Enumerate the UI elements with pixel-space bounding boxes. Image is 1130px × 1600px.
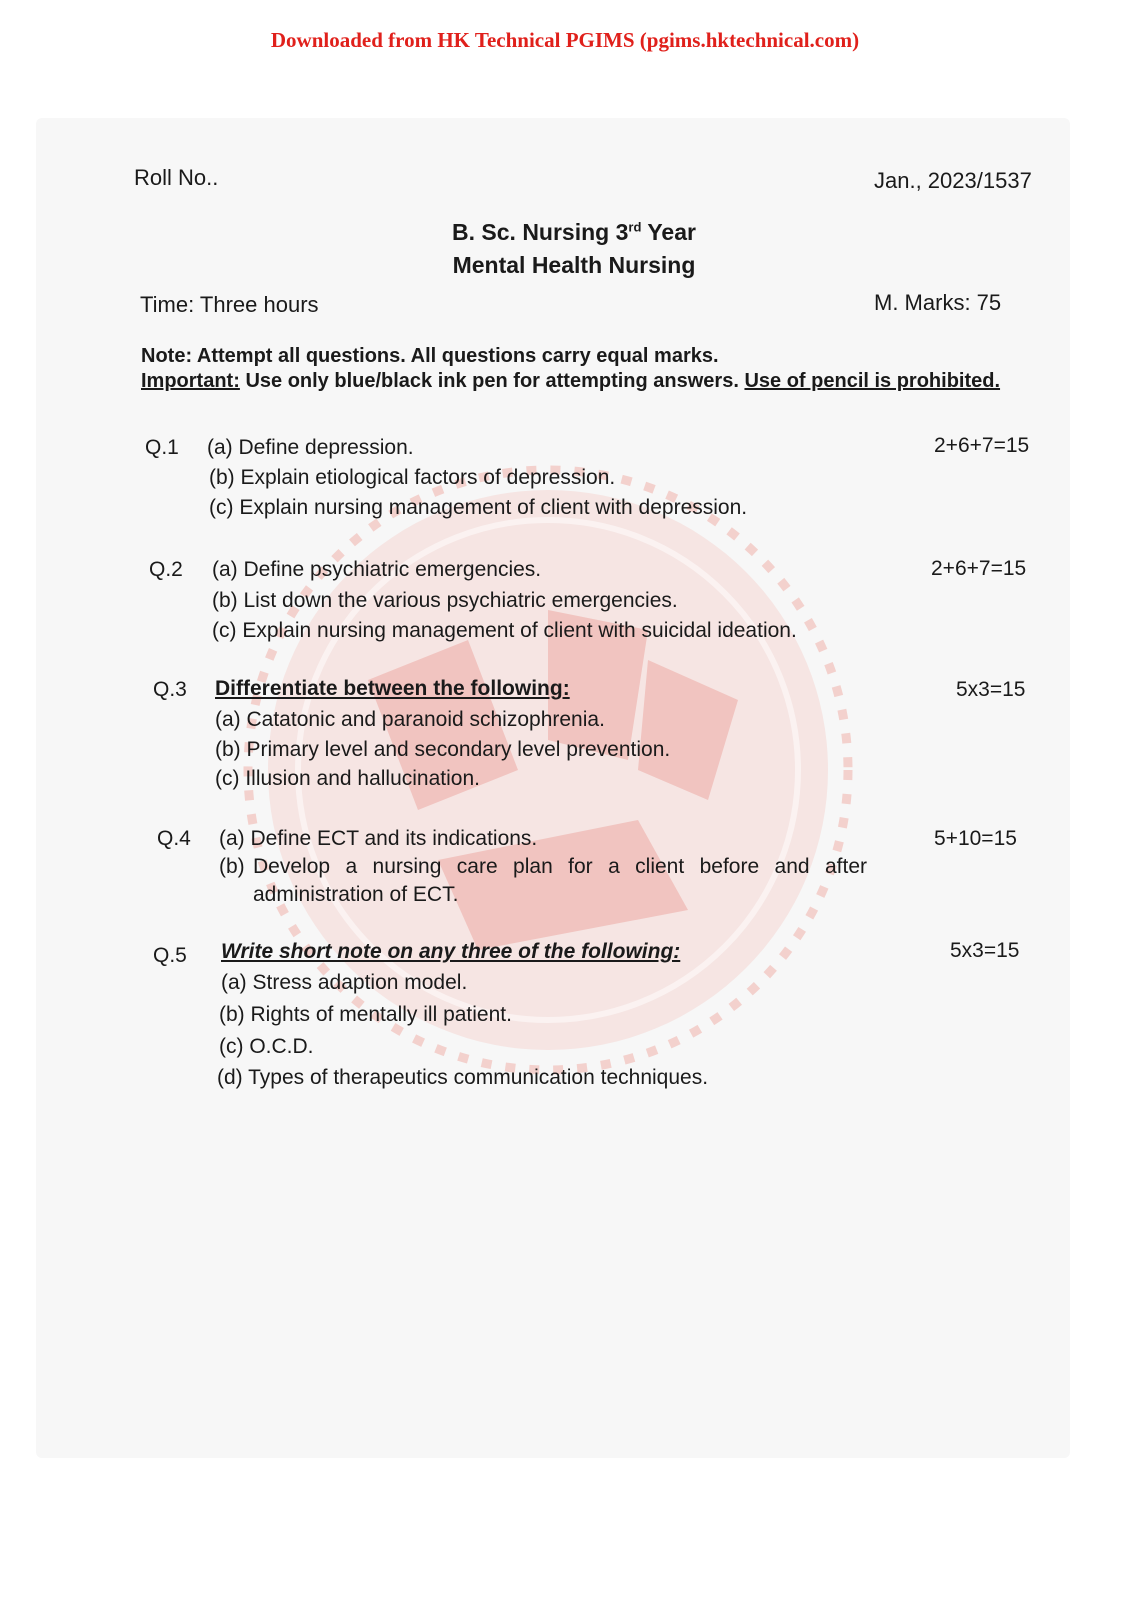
question-2-marks: 2+6+7=15 [931,557,1027,580]
question-5-part-a: (a) Stress adaption model. [221,971,468,994]
question-3-number: Q.3 [153,678,187,701]
important-text: Use only blue/black ink pen for attempting answers. [239,370,745,392]
question-2-number: Q.2 [149,558,183,581]
question-5-heading: Write short note on any three of the following: [221,940,681,963]
question-2-part-c: (c) Explain nursing management of client with suicidal ideation. [212,619,797,642]
exam-note: Note: Attempt all questions. All questions carry equal marks. [141,345,719,367]
question-1-part-a: (a) Define depression. [207,436,414,459]
important-label: Important: [141,370,240,392]
maximum-marks: M. Marks: 75 [874,290,1002,315]
question-4-part-b-continued: administration of ECT. [253,883,459,906]
pencil-prohibited-text: Use of pencil is prohibited. [744,370,1001,392]
question-4-marks: 5+10=15 [934,827,1017,850]
question-2-part-a: (a) Define psychiatric emergencies. [212,558,542,581]
question-3-part-a: (a) Catatonic and paranoid schizophrenia. [215,708,605,731]
question-3-part-b: (b) Primary level and secondary level prevention. [215,738,671,761]
question-4-part-a: (a) Define ECT and its indications. [219,827,538,850]
source-banner: Downloaded from HK Technical PGIMS (pgims.hktechnical.com) [270,28,860,52]
question-4-number: Q.4 [157,827,191,850]
question-4-part-b: Develop a nursing care plan for a client before and after [253,855,867,878]
question-5-part-b: (b) Rights of mentally ill patient. [219,1003,512,1026]
exam-duration: Time: Three hours [140,292,319,317]
question-1-part-c: (c) Explain nursing management of client with depression. [209,496,748,519]
course-title: B. Sc. Nursing 3rd Year [452,219,696,245]
important-note [141,370,1000,393]
question-3-heading: Differentiate between the following: [215,677,570,700]
roll-number-label: Roll No.. [134,165,219,190]
question-3-part-c: (c) Illusion and hallucination. [215,767,480,790]
question-1-marks: 2+6+7=15 [934,434,1030,457]
course-superscript: rd [628,219,642,235]
question-5-part-c: (c) O.C.D. [219,1035,314,1058]
question-1-number: Q.1 [145,436,179,459]
exam-date-code: Jan., 2023/1537 [874,168,1032,193]
question-1-part-b: (b) Explain etiological factors of depression. [209,466,616,489]
question-5-part-d: (d) Types of therapeutics communication techniques. [217,1066,709,1089]
question-5-marks: 5x3=15 [950,939,1020,962]
subject-title: Mental Health Nursing [452,252,696,278]
question-2-part-b: (b) List down the various psychiatric emergencies. [212,589,678,612]
question-3-marks: 5x3=15 [956,678,1026,701]
question-5-number: Q.5 [153,944,187,967]
question-4-part-b-label: (b) [219,855,245,878]
